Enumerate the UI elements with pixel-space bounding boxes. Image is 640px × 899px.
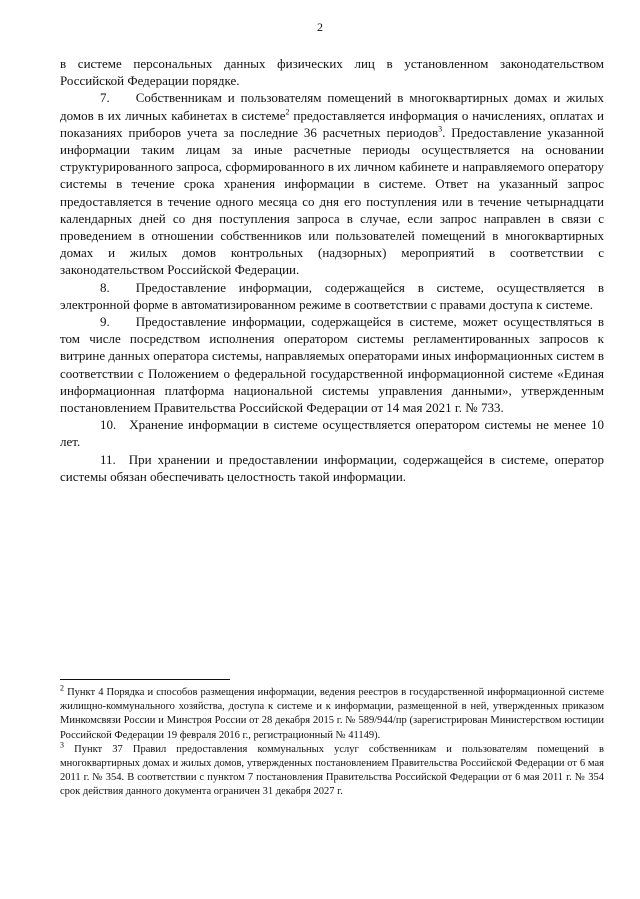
paragraph [60,279,604,313]
footnotes [60,683,604,800]
footnote-text: Пункт 37 Правил предоставления коммунальных услуг собственникам и пользователям помещений в многоквартирных домах и жилых домов, утвержденных постановлением Правительства Российской Федерации от 6 мая 2011 г. № 354. В соответствии с пунктом 7 постановления Правительства Российской Федерации от 6 мая 2011 г. № 354 срок действия данного документа ограничен 31 декабря 2027 г. [60,743,604,798]
paragraph [60,416,604,450]
paragraph-text: 10. Хранение информации в системе осуществляется оператором системы не менее 10 лет. [60,417,604,450]
footnote-mark: 3 [60,740,64,750]
footnote-reference: 3 [438,124,443,134]
page-number: 2 [317,20,323,34]
paragraph [60,451,604,485]
footnote-text: Пункт 4 Порядка и способов размещения информации, ведения реестров в государственной информационной системе жилищно-коммунального хозяйства, доступа к системе и к информации, размещенной в ней, утвержденных приказом Минкомсвязи России и Минстроя России от 28 декабря 2015 г. № 589/944/пр (зарегистрирован Министерством юстиции Российской Федерации 19 февраля 2016 г., регистрационный № 41149). [60,687,604,741]
paragraph [60,313,604,416]
document-body [60,55,604,485]
footnote-reference: 2 [285,107,290,117]
paragraph-text: 11. При хранении и предоставлении информации, содержащейся в системе, оператор системы обязан обеспечивать целостность такой информации. [60,451,604,484]
paragraph-text: предоставляется информация о начислениях, оплатах и показаниях приборов учета за последние 36 расчетных периодов [60,107,604,140]
footnote-mark: 2 [60,683,64,693]
paragraph-continuation [60,55,604,89]
paragraph-text: в системе персональных данных физических лиц в установленном законодательством Российской Федерации порядке. [60,56,604,89]
paragraph-text: 9. Предоставление информации, содержащейся в системе, может осуществляться в том числе посредством исполнения оператором системы регламентированных запросов к витрине данных оператора системы, направляемых операторами иных информационных систем в соответствии с Положением о федеральной государственной информационной системе «Единая информационная платформа национальной системы управления данными», утвержденным постановлением Правительства Российской Федерации от 14 мая 2021 г. № 733. [60,314,604,416]
footnote [60,683,604,743]
footnote [60,740,604,800]
paragraph-text: 8. Предоставление информации, содержащейся в системе, осуществляется в электронной форме в автоматизированном режиме в соответствии с правами доступа к системе. [60,279,604,312]
paragraph [60,89,604,278]
paragraph-text: . Предоставление указанной информации таким лицам за иные расчетные периоды осуществляется на основании структурированного запроса, сформированного в их личном кабинете и направляемого оператору системы в течение срока хранения информации в системе. Ответ на указанный запрос предоставляется в течение одного месяца со дня его поступления или в течение четырнадцати календарных дней со дня поступления запроса в случае, если запрос направлен в связи с проведением в отношении собственников или пользователей помещений в многоквартирных домах и жилых домов контрольных (надзорных) мероприятий в соответствии с законодательством Российской Федерации. [60,124,604,278]
footnote-separator [60,679,230,680]
paragraph-text: 7. Собственникам и пользователям помещений в многоквартирных домах и жилых домов в их личных кабинетах в системе [60,90,604,123]
